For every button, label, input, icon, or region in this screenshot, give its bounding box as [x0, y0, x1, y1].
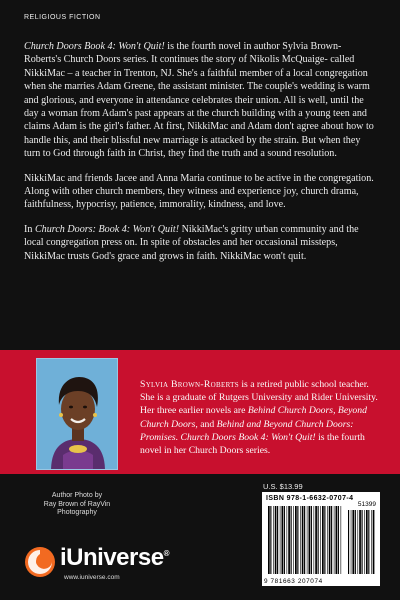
publisher-url[interactable]: www.iuniverse.com — [64, 574, 120, 581]
genre-label: RELIGIOUS FICTION — [24, 14, 101, 21]
author-photo — [36, 358, 118, 470]
book-title: Church Doors: Book 4: Won't Quit! — [34, 223, 180, 235]
barcode-addon-bars-icon — [348, 510, 376, 574]
barcode-digits: 9 781663 207074 — [264, 578, 323, 585]
publisher-logo[interactable] — [24, 544, 174, 588]
price-label: U.S. $13.99 — [263, 482, 303, 491]
price-code: 51399 — [357, 501, 376, 508]
book-title: Church Doors Book 4: Won't Quit! — [24, 41, 165, 52]
isbn-barcode — [262, 492, 380, 586]
publisher-name: iUniverse® — [60, 544, 169, 571]
back-cover-blurb — [24, 40, 376, 263]
blurb-paragraph-2: NikkiMac and friends Jacee and Anna Maria continue to be active in the congregation. Along with other church members, they witness and experience joy, church drama, faithfulness, hypocrisy, patience, immorality, kindness, and love. — [24, 172, 374, 211]
iuniverse-swirl-icon — [24, 546, 56, 578]
isbn-text: ISBN 978-1-6632-0707-4 — [266, 495, 354, 502]
photo-credit: Author Photo by Ray Brown of RayVin Photography — [43, 492, 111, 517]
author-name: Sylvia Brown-Roberts — [140, 379, 239, 390]
barcode-bars-icon — [268, 506, 342, 574]
author-portrait-icon — [37, 359, 118, 470]
author-bio: Sylvia Brown-Roberts is a retired public school teacher. She is a graduate of Rutgers University and Rider University. Her three earlier novels are Behind Church Doors, Beyond Church Doors, and Behind and Beyond Church Doors: Promises. Church Doors Book 4: Won't Quit! is the fourth novel in her Church Doors series. — [140, 379, 378, 457]
blurb-paragraph-1: Church Doors Book 4: Won't Quit! is the fourth novel in author Sylvia Brown-Roberts's Church Doors series. It continues the story of Nikolis McQuaige- called NikkiMac – a teacher in Trenton, NJ. She's a faithful member of a local congregation when she marries Adam Greene, the assistant minister. The couple's wedding is warm and glorious, and everyone in attendance celebrates their union. All is well, until the day a woman from Adam's past appears at the church building with a young teen and claims Adam is the girl's father. At first, NikkiMac and Adam don't agree about how to handle this, and their blissful new marriage is attacked by the strain. But when they turn to God through faith in Christ, they find the truth and a sound resolution. — [24, 41, 374, 160]
blurb-paragraph-3: In Church Doors: Book 4: Won't Quit! NikkiMac's gritty urban community and the local congregation press on. In spite of obstacles and her occasional missteps, NikkiMac trusts God's grace and grows in faith. NikkiMac won't quit. — [24, 223, 359, 262]
